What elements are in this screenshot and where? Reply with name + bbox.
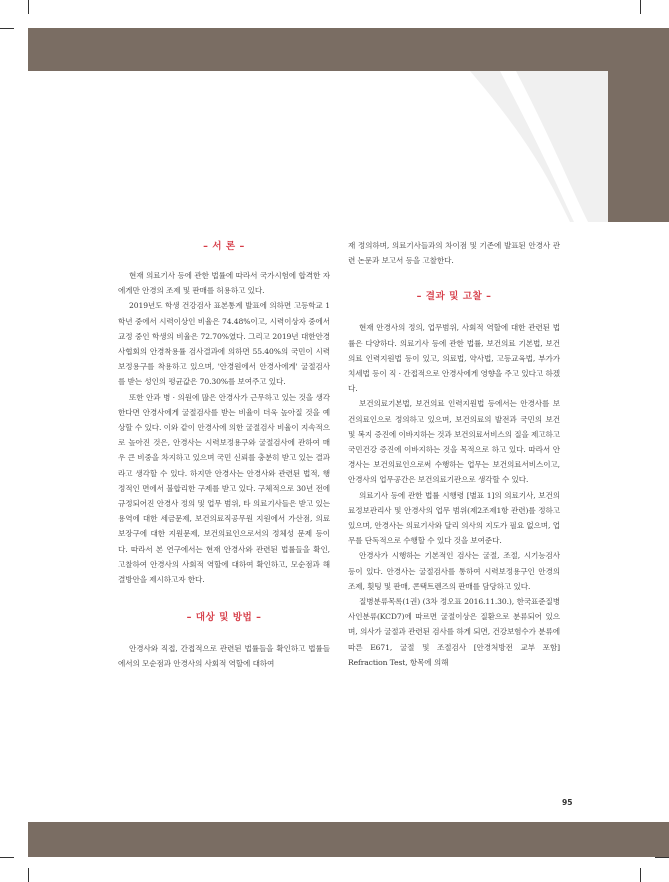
intro-heading: – 서 론 – bbox=[203, 241, 245, 252]
crop-mark bbox=[640, 0, 641, 14]
results-paragraph: 현재 안경사의 정의, 업무범위, 사회적 역할에 대한 관련된 법률은 다양하다. 의료기사 등에 관한 법률, 보건의료 기본법, 보건의료 인력지원법 등이 있고, 의료법, 약사법, 고등교육법, 부가가치세법 등이 직 · 간접적으로 안경사에게 영향을 주고 있다고 하겠다. bbox=[348, 323, 560, 394]
intro-paragraph: 현재 의료기사 등에 관한 법률에 따라서 국가시험에 합격한 자에게만 안경의 조제 및 판매를 허용하고 있다. bbox=[118, 271, 330, 296]
left-column bbox=[118, 238, 330, 672]
crop-mark bbox=[0, 28, 14, 29]
crop-mark bbox=[640, 868, 641, 882]
intro-paragraph: 2019년도 학생 건강검사 표본통계 발표에 의하면 고등학교 1학년 중에서 시력이상인 비율은 74.48%이고, 시력이상자 중에서 교정 중인 학생의 비율은 72.70%였다. 그리고 2019년 대한안경사협회의 안경착용률 검사결과에 의하면 55.40%의 국민이 시력보정용구를 착용하고 있으며, '안경원에서 안경사에게' 굴절검사를 받는 성인의 평균값은 70.30%를 보여주고 있다. bbox=[118, 301, 330, 387]
header-swoosh bbox=[470, 71, 608, 222]
crop-mark bbox=[28, 868, 29, 882]
methods-heading: – 대상 및 방법 – bbox=[186, 612, 262, 624]
footer-band bbox=[28, 822, 669, 857]
methods-continuation: 재 정의하며, 의료기사들과의 차이점 및 기존에 발표된 안경사 관련 논문과 보고서 등을 고찰한다. bbox=[348, 241, 560, 266]
crop-mark bbox=[0, 857, 14, 858]
results-heading: – 결과 및 고찰 – bbox=[416, 291, 492, 303]
crop-mark bbox=[655, 857, 669, 858]
crop-mark bbox=[28, 0, 29, 14]
page-number: 95 bbox=[562, 798, 573, 807]
swoosh-shape bbox=[470, 71, 608, 222]
results-paragraph: 안경사가 시행하는 기본적인 검사는 굴절, 조절, 시기능검사 등이 있다. 안경사는 굴절검사를 통하여 시력보정용구인 안경의 조제, 횟팅 및 판매, 콘택트렌즈의 판매를 담당하고 있다. bbox=[348, 551, 560, 591]
results-paragraph: 보건의료기본법, 보건의료 인력지원법 등에서는 안경사를 보건의료인으로 정의하고 있으며, 보건의료의 발전과 국민의 보건 및 복지 증진에 이바지하는 것과 보건의료서비스의 질을 제고하고 국민건강 증진에 이바지하는 것을 목적으로 하고 있다. 따라서 안경사는 보건의료인으로써 수행하는 업무는 보건의료서비스이고, 안경사의 업무공간은 보건의료기관으로 생각할 수 있다. bbox=[348, 399, 560, 485]
header-band bbox=[28, 28, 669, 71]
results-paragraph: 질병분류목록(1권) (3차 정오표 2016.11.30.), 한국표준질병사인분류(KCD7)에 따르면 굴절이상은 질환으로 분류되어 있으며, 의사가 굴절과 관련된 검사를 하게 되면, 건강보험수가 분류에 따른 E671, 굴절 및 조절검사 [안경처방전 교부 포함] Refraction Test, 항목에 의해 bbox=[348, 597, 560, 667]
right-column bbox=[348, 238, 560, 670]
methods-paragraph: 안경사와 직접, 간접적으로 관련된 법률들을 확인하고 법률들에서의 모순점과 안경사의 사회적 역할에 대하여 bbox=[118, 644, 330, 669]
header-side-band bbox=[608, 28, 669, 222]
intro-paragraph: 또한 안과 병 · 의원에 많은 안경사가 근무하고 있는 것을 생각한다면 안경사에게 굴절검사를 받는 비율이 더욱 높아질 것을 예상할 수 있다. 이와 같이 안경사에 의한 굴절검사 비율이 지속적으로 높아진 것은, 안경사는 시력보정용구와 굴절검사에 관하여 매우 큰 비중을 차지하고 있으며 국민 신뢰를 충분히 받고 있는 결과라고 생각할 수 있다. 하지만 안경사는 안경사와 관련된 법적, 행정적인 면에서 불합리한 구제를 받고 있다. 구체적으로 30년 전에 규정되어진 안경사 정의 및 업무 범위, 타 의료기사들은 받고 있는 용역에 대한 세금문제, 보건의료직공무원 지원에서 가산점, 의료보장구에 대한 지원문제, 보건의료인으로서의 정체성 문제 등이다. 따라서 본 연구에서는 현재 안경사와 관련된 법률들을 확인, 고찰하여 안경사의 사회적 역할에 대하여 확인하고, 모순점과 해결방안을 제시하고자 한다. bbox=[118, 392, 330, 585]
results-paragraph: 의료기사 등에 관한 법률 시행령 [별표 1]의 의료기사, 보건의료정보관리사 및 안경사의 업무 범위(제2조제1항 관련)를 정하고 있으며, 안경사는 의료기사와 달리 의사의 지도가 필요 없으며, 업무를 단독적으로 수행할 수 있다 것을 보여준다. bbox=[348, 490, 560, 546]
